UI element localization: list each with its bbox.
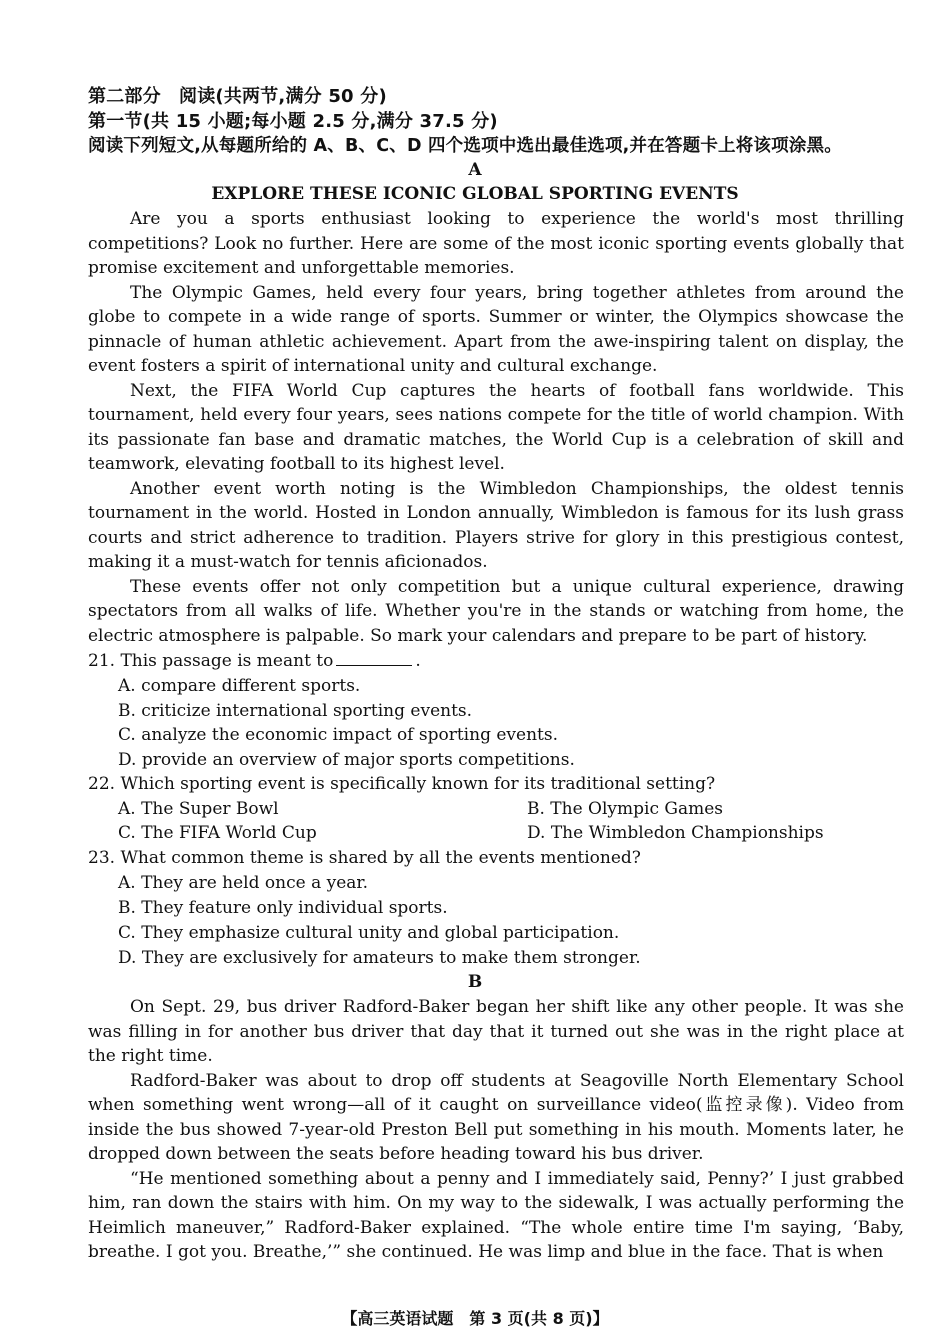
passage-b-paragraph: Radford-Baker was about to drop off students at Seagoville North Elementary School when something went wrong—all of it caught on surveillance video(监控录像). Video from inside the bus showed 7-year-old Preston Bell put something in his mouth. Moments later, he dropped down between the seats before heading toward his bus driver.	[88, 1070, 904, 1164]
section-heading: 第一节(共 15 小题;每小题 2.5 分,满分 37.5 分)	[88, 111, 498, 132]
passage-a-paragraph: Another event worth noting is the Wimbledon Championships, the oldest tennis tournament in the world. Hosted in London annually, Wimbledon is famous for its lush grass courts and strict adherence to tradition. Players strive for glory in this prestigious contest, making it a must-watch for tennis aficionados.	[88, 478, 904, 572]
instructions: 阅读下列短文,从每题所给的 A、B、C、D 四个选项中选出最佳选项,并在答题卡上将该项涂黑。	[88, 136, 842, 156]
passage-a-paragraph: Next, the FIFA World Cup captures the hearts of football fans worldwide. This tournament, held every four years, sees nations compete for the title of world champion. With its passionate fan base and dramatic matches, the World Cup is a celebration of skill and teamwork, elevating football to its highest level.	[88, 380, 904, 474]
question-22: 22. Which sporting event is specifically known for its traditional setting?	[88, 774, 716, 794]
passage-b-paragraph: “He mentioned something about a penny and I immediately said, Penny?’ I just grabbed him, ran down the stairs with him. On my way to the sidewalk, I was actually performing the Heimlich maneuver,” Radford-Baker explained. “The whole entire time I'm saying, ‘Baby, breathe. I got you. Breathe,’” she continued. He was limp and blue in the face. That is when	[88, 1168, 904, 1262]
passage-a-body	[88, 207, 904, 648]
passage-a-letter: A	[468, 160, 482, 180]
passage-b-body	[88, 995, 904, 1265]
passage-a-title: EXPLORE THESE ICONIC GLOBAL SPORTING EVENTS	[211, 184, 739, 204]
q21-option-d: D. provide an overview of major sports competitions.	[118, 750, 575, 770]
q21-option-c: C. analyze the economic impact of sporting events.	[118, 725, 558, 745]
q22-option-b: B. The Olympic Games	[527, 799, 724, 819]
page-footer: 【高三英语试题 第 3 页(共 8 页)】	[341, 1309, 609, 1328]
passage-a-paragraph: Are you a sports enthusiast looking to experience the world's most thrilling competitions? Look no further. Here are some of the most iconic sporting events globally that promise excitement and unforgettable memories.	[88, 209, 904, 278]
question-21	[88, 651, 421, 671]
q23-option-d: D. They are exclusively for amateurs to make them stronger.	[118, 948, 641, 968]
question-21-end: .	[415, 651, 421, 671]
q22-option-c: C. The FIFA World Cup	[118, 823, 317, 843]
passage-a-paragraph: The Olympic Games, held every four years, bring together athletes from around the globe to compete in a wide range of sports. Summer or winter, the Olympics showcase the pinnacle of human athletic achievement. Apart from the awe-inspiring talent on display, the event fosters a spirit of international unity and cultural exchange.	[88, 282, 904, 376]
q23-option-c: C. They emphasize cultural unity and global participation.	[118, 923, 620, 943]
passage-b-paragraph: On Sept. 29, bus driver Radford-Baker began her shift like any other people. It was she was filling in for another bus driver that day that it turned out she was in the right place at the right time.	[88, 997, 904, 1066]
q23-option-a: A. They are held once a year.	[118, 873, 369, 893]
q21-option-b: B. criticize international sporting events.	[118, 701, 473, 721]
question-21-stem: 21. This passage is meant to	[88, 651, 334, 671]
q23-option-b: B. They feature only individual sports.	[118, 898, 448, 918]
answer-blank	[336, 651, 412, 666]
passage-a-paragraph: These events offer not only competition but a unique cultural experience, drawing spectators from all walks of life. Whether you're in the stands or watching from home, the electric atmosphere is palpable. So mark your calendars and prepare to be part of history.	[88, 576, 904, 646]
part-heading: 第二部分 阅读(共两节,满分 50 分)	[88, 86, 387, 107]
q21-option-a: A. compare different sports.	[118, 676, 361, 696]
q22-option-a: A. The Super Bowl	[118, 799, 279, 819]
passage-b-letter: B	[467, 972, 483, 992]
q22-option-d: D. The Wimbledon Championships	[527, 823, 824, 843]
question-23: 23. What common theme is shared by all the events mentioned?	[88, 848, 641, 868]
